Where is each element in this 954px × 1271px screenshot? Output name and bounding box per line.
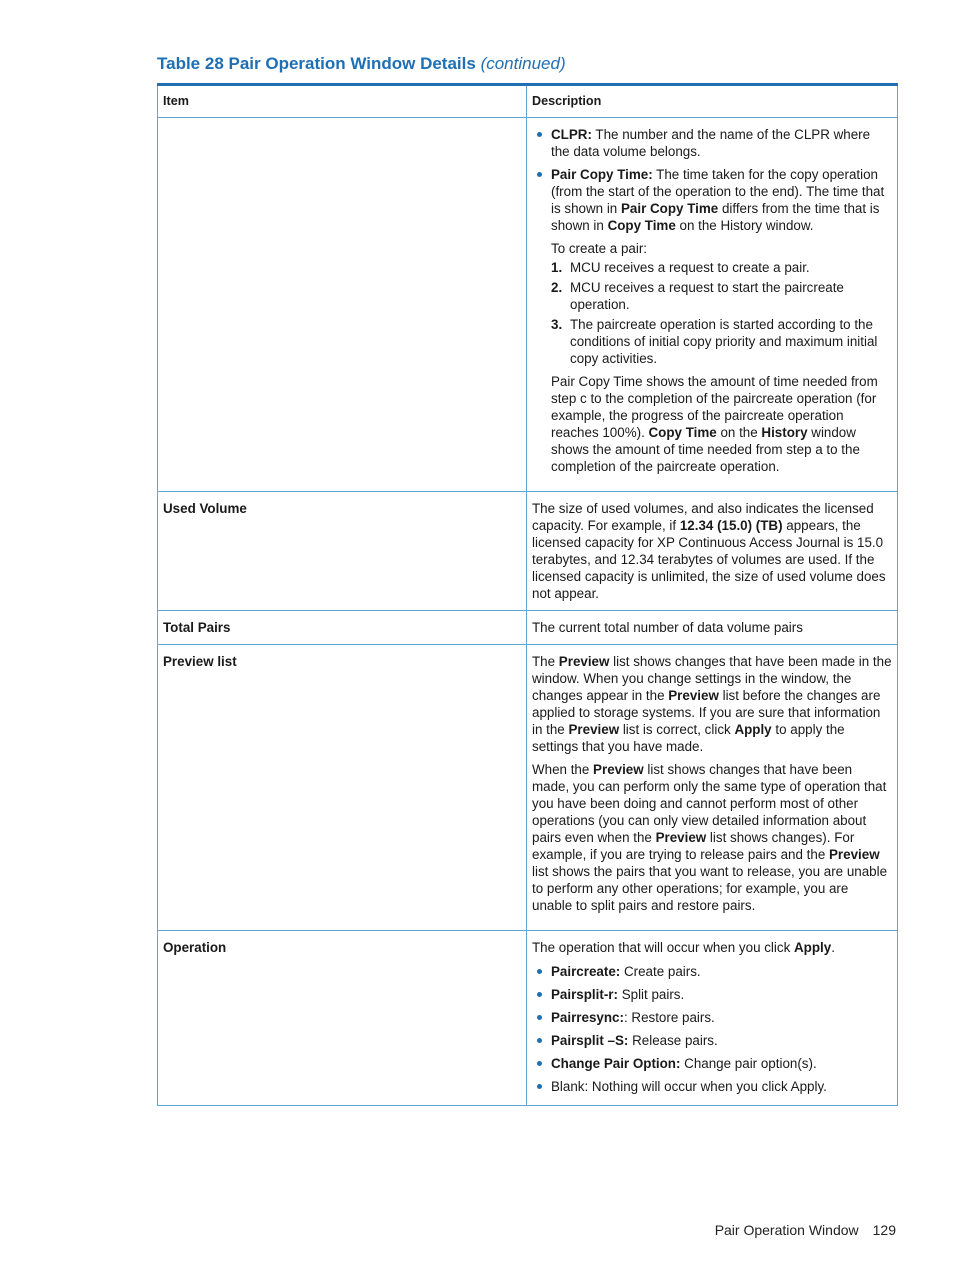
table-row: [158, 118, 898, 492]
text: list is correct, click: [619, 722, 735, 737]
table-row: [158, 645, 898, 931]
list-item: [551, 1009, 892, 1026]
step-text: MCU receives a request to create a pair.: [570, 260, 810, 275]
text: The number and the name of the CLPR where the data volume belongs.: [551, 127, 871, 159]
row-description: [527, 492, 898, 611]
term: Pair Copy Time:: [551, 167, 653, 182]
list-item: [551, 1055, 892, 1072]
row-item: Total Pairs: [158, 611, 527, 645]
bullet-list: [532, 963, 892, 1095]
text: on the History window.: [675, 218, 814, 233]
bold-text: Preview: [558, 654, 610, 669]
bold-text: Copy Time: [648, 425, 717, 440]
text: list before the changes are applied to storage systems. If you are sure that information in the: [532, 688, 881, 737]
list-item: [551, 1078, 892, 1095]
text: : Restore pairs.: [623, 1010, 715, 1025]
paragraph: [532, 761, 892, 914]
term: Pairresync:: [551, 1010, 624, 1025]
steps-intro: To create a pair:: [551, 241, 648, 256]
bullet-list: [532, 126, 892, 234]
indented-block: [532, 240, 892, 475]
text: Blank: Nothing will occur when you click Apply.: [551, 1079, 827, 1094]
term: Change Pair Option:: [551, 1056, 681, 1071]
step-number: 3.: [551, 317, 563, 332]
table-row: [158, 492, 898, 611]
text: list shows changes that have been made, you can perform only the same type of operation that you have been doing and cannot perform most of other operations (you can only view detailed information about pairs even when the: [532, 762, 887, 845]
row-description: The current total number of data volume pairs: [527, 611, 898, 645]
caption-continued: (continued): [480, 54, 566, 73]
caption-title: Table 28 Pair Operation Window Details: [157, 54, 476, 73]
text: The: [532, 654, 559, 669]
text: Split pairs.: [617, 987, 685, 1002]
header-item: Item: [158, 85, 527, 118]
text: list shows changes that have been made in the window. When you change settings in the window, the changes appear in the: [532, 654, 892, 703]
paragraph: [532, 653, 892, 755]
bold-text: Preview: [593, 762, 644, 777]
text: Create pairs.: [620, 964, 701, 979]
page-number: 129: [872, 1222, 896, 1238]
row-description: [527, 118, 898, 492]
text: Change pair option(s).: [680, 1056, 817, 1071]
term: Pairsplit –S:: [551, 1033, 629, 1048]
row-description: [527, 931, 898, 1106]
text: The size of used volumes, and also indicates the licensed capacity. For example, if: [532, 501, 874, 533]
step-number: 2.: [551, 280, 563, 295]
table-caption: [157, 54, 566, 74]
text: on the: [716, 425, 762, 440]
table-row: [158, 931, 898, 1106]
bold-text: Apply: [794, 940, 832, 955]
table-header-row: [158, 85, 898, 118]
text: Release pairs.: [628, 1033, 718, 1048]
text: list shows the pairs that you want to release, you are unable to perform any other operations; for example, you are unable to split pairs and restore pairs.: [532, 864, 888, 913]
text: to apply the settings that you have made.: [532, 722, 845, 754]
bold-text: 12.34 (15.0) (TB): [679, 518, 783, 533]
row-item: Used Volume: [158, 492, 527, 611]
list-item: [551, 259, 892, 276]
text: The operation that will occur when you click: [532, 940, 794, 955]
bold-text: Apply: [734, 722, 772, 737]
list-item: [551, 963, 892, 980]
text: window shows the amount of time needed from step a to the completion of the paircreate operation.: [551, 425, 860, 474]
list-item: [551, 1032, 892, 1049]
list-item: [551, 126, 892, 160]
header-description: Description: [527, 85, 898, 118]
bold-text: Pair Copy Time: [620, 201, 719, 216]
step-number: 1.: [551, 260, 563, 275]
term: Paircreate:: [551, 964, 621, 979]
bold-text: Preview: [829, 847, 880, 862]
text: Pair Copy Time shows the amount of time needed from step c to the completion of the paircreate operation (for example, the progress of the paircreate operation reaches 100%).: [551, 374, 878, 440]
row-item: Operation: [158, 931, 527, 1106]
pair-operation-details-table: [157, 83, 898, 1106]
row-item: Preview list: [158, 645, 527, 931]
bold-text: Copy Time: [607, 218, 676, 233]
step-text: The paircreate operation is started according to the conditions of initial copy priority and maximum initial copy activities.: [570, 317, 878, 366]
list-item: [551, 316, 892, 367]
paragraph: [532, 939, 892, 956]
table-row: [158, 611, 898, 645]
text: The time taken for the copy operation (from the start of the operation to the end). The time that is shown in: [551, 167, 885, 216]
bold-text: Preview: [568, 722, 620, 737]
term: CLPR:: [551, 127, 592, 142]
list-item: [551, 986, 892, 1003]
paragraph: [551, 373, 892, 475]
text: list shows changes). For example, if you are trying to release pairs and the: [532, 830, 855, 862]
term: Pairsplit-r:: [551, 987, 618, 1002]
text: .: [831, 940, 835, 955]
bold-text: Preview: [655, 830, 707, 845]
text: appears, the licensed capacity for XP Continuous Access Journal is 15.0 terabytes, and 12.34 terabytes of volumes are used. If the licensed capacity is unlimited, the size of used volume does not appear.: [532, 518, 886, 601]
bold-text: History: [761, 425, 808, 440]
page-footer: [715, 1222, 896, 1238]
text: differs from the time that is shown in: [551, 201, 880, 233]
row-description: [527, 645, 898, 931]
footer-section: Pair Operation Window: [714, 1222, 859, 1238]
text: When the: [532, 762, 594, 777]
list-item: [551, 166, 892, 234]
step-text: MCU receives a request to start the paircreate operation.: [570, 280, 844, 312]
bold-text: Preview: [668, 688, 719, 703]
steps-list: [551, 259, 892, 367]
row-item-empty: [158, 118, 527, 492]
list-item: [551, 279, 892, 313]
